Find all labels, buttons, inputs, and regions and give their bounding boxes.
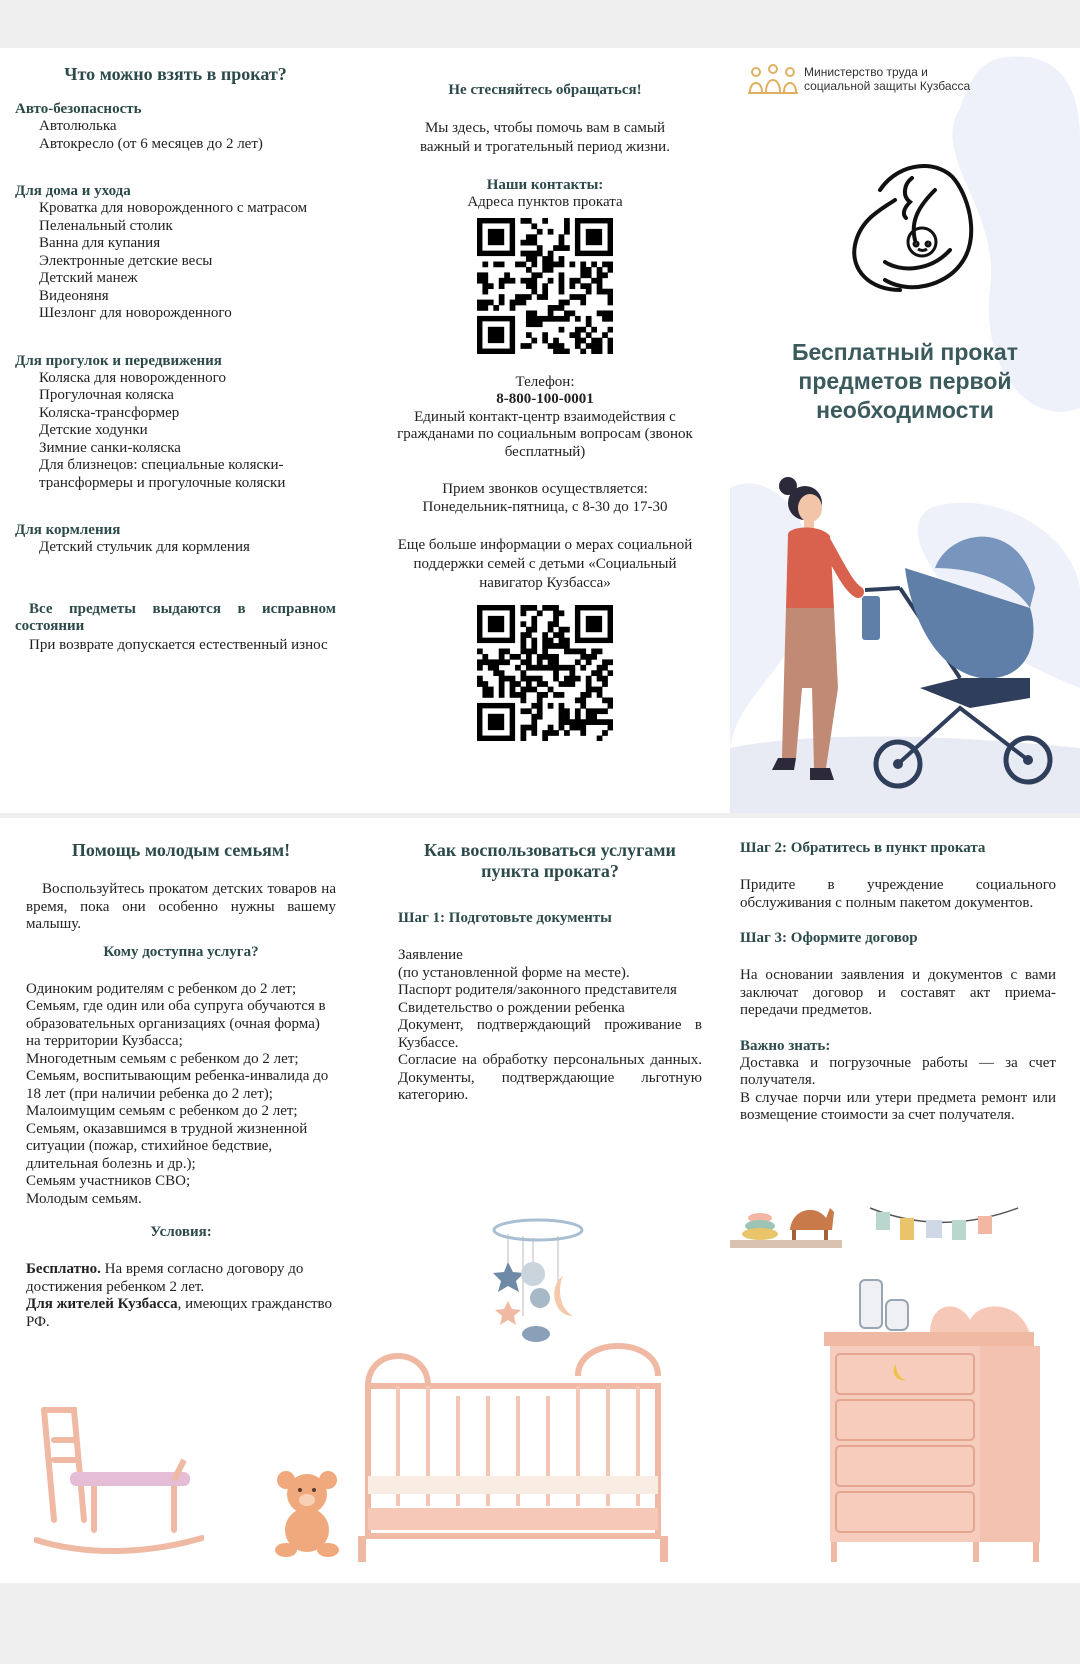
condition-free-bold: Бесплатно. [26, 1261, 101, 1277]
catalog-item: Детский стульчик для кормления [39, 539, 250, 555]
howto-column [370, 818, 720, 1583]
teddy-bear-illustration [272, 1468, 342, 1558]
eligibility-item: Малоимущим семьям с ребенком до 2 лет; [26, 1103, 298, 1119]
catalog-item: Кроватка для новорожденного с матрасом [39, 200, 308, 216]
steps-column [740, 818, 1080, 1583]
condition-free-text: На время согласно договору до достижения ребенком 2 лет. [26, 1261, 304, 1295]
catalog-group [15, 101, 336, 153]
catalog-group-title: Для дома и ухода [15, 183, 131, 199]
eligibility-item: Семьям участников СВО; [26, 1173, 191, 1189]
catalog-item: Зимние санки-коляска [39, 439, 181, 456]
catalog-item: Для близнецов: специальные коляски-трансформеры и прогулочные коляски [39, 457, 286, 491]
catalog-group-title: Для прогулок и передвижения [15, 352, 222, 369]
document-item: Свидетельство о рождении ребенка [398, 999, 625, 1016]
qr-code-icon [477, 218, 613, 354]
howto-title: Как воспользоваться услугами пункта проката? [424, 840, 676, 881]
catalog-group-title: Для кормления [15, 522, 121, 538]
brochure-inside [0, 818, 1080, 1583]
catalog-group [15, 522, 336, 557]
rocking-chair-illustration [34, 1400, 204, 1560]
catalog-item: Детские ходунки [39, 422, 148, 438]
catalog-group [15, 353, 336, 493]
contacts-intro: Мы здесь, чтобы помочь вам в самый важный и трогательный период жизни. [420, 120, 670, 155]
catalog-item: Детский манеж [39, 270, 138, 286]
document-item: (по установленной форме на месте). [398, 964, 630, 981]
document-item: Документ, подтверждающий проживание в Кузбассе. [398, 1017, 702, 1051]
hours-value: Понедельник-пятница, с 8-30 до 17-30 [422, 498, 668, 515]
important-title: Важно знать: [740, 1037, 831, 1054]
eligibility-item: Семьям, воспитывающим ребенка-инвалида до 18 лет (при наличии ребенка до 2 лет); [26, 1068, 329, 1102]
contacts-column [370, 48, 720, 813]
changing-dresser-illustration [820, 1270, 1060, 1570]
conditions-title: Условия: [150, 1224, 212, 1240]
who-title: Кому доступна услуга? [103, 943, 259, 960]
catalog-item: Автолюлька [39, 118, 117, 134]
catalog-title: Что можно взять в прокат? [64, 64, 287, 84]
addresses-qr-code[interactable] [477, 218, 613, 354]
phone-description: Единый контакт-центр взаимодействия с гражданами по социальным вопросам (звонок бесплатный) [397, 408, 693, 460]
cover-title [730, 338, 1080, 425]
catalog-item: Автокресло (от 6 месяцев до 2 лет) [39, 135, 263, 152]
document-item: Заявление [398, 947, 463, 963]
mother-with-stroller-illustration [730, 468, 1080, 798]
important-text-1: Доставка и погрузочные работы — за счет получателя. [740, 1054, 1056, 1088]
step1-list [398, 947, 702, 1105]
eligibility-item: Одиноким родителям с ребенком до 2 лет; [26, 980, 297, 997]
eligibility-item: Семьям, где один или оба супруга обучаются в образовательных организациях (очная форма) на территории Кузбасса; [26, 998, 326, 1049]
catalog-item: Пеленальный столик [39, 217, 173, 234]
catalog-group-title: Авто-безопасность [15, 101, 142, 117]
catalog-item: Шезлонг для новорожденного [39, 305, 232, 321]
catalog-column [0, 48, 350, 813]
contacts-title: Наши контакты: [486, 177, 604, 193]
step2-title: Шаг 2: Обратитесь в пункт проката [740, 840, 986, 856]
cover-title-line2: предметов первой [798, 368, 1012, 394]
qr-code-icon [477, 605, 613, 741]
phone-label: Телефон: [515, 373, 575, 390]
family-logo-icon [746, 62, 800, 96]
catalog-groups [15, 101, 336, 557]
help-title: Помощь молодым семьям! [71, 840, 291, 860]
note-text: При возврате допускается естественный износ [29, 636, 328, 653]
note-title: Все предметы выдаются в исправном состоянии [15, 600, 336, 634]
document-item: Паспорт родителя/законного представителя [398, 982, 677, 998]
catalog-item: Коляска для новорожденного [39, 369, 226, 386]
eligibility-item: Многодетным семьям с ребенком до 2 лет; [26, 1050, 299, 1067]
step3-title: Шаг 3: Оформите договор [740, 930, 918, 946]
condition-note [15, 601, 336, 655]
catalog-item: Коляска-трансформер [39, 404, 180, 421]
step3-text: На основании заявления и документов с вами заключат договор и составят акт приема-передачи предметов. [740, 967, 1056, 1018]
document-item: Согласие на обработку персональных данных. Документы, подтверждающие льготную категорию. [398, 1052, 702, 1103]
navigator-qr-code[interactable] [477, 605, 613, 741]
cover-title-line1: Бесплатный прокат [792, 339, 1018, 365]
help-column [0, 818, 350, 1583]
who-list [26, 981, 336, 1209]
step1-title: Шаг 1: Подготовьте документы [398, 910, 612, 926]
catalog-item: Прогулочная коляска [39, 387, 174, 403]
eligibility-item: Молодым семьям. [26, 1190, 142, 1207]
catalog-item: Ванна для купания [39, 235, 161, 251]
condition-free [26, 1261, 336, 1296]
more-info: Еще больше информации о мерах социальной поддержки семей с детьми «Социальный навигатор Кузбасса» [397, 537, 693, 591]
important-text-2: В случае порчи или утери предмета ремонт или возмещение стоимости за счет получателя. [740, 1089, 1056, 1123]
cover-title-line3: необходимости [816, 397, 994, 423]
nursery-shelf-illustration [730, 1178, 1030, 1268]
condition-residents-bold: Для жителей Кузбасса [26, 1296, 178, 1312]
catalog-item: Электронные детские весы [39, 252, 213, 269]
catalog-item: Видеоняня [39, 287, 109, 304]
condition-residents-text: , имеющих гражданство РФ. [26, 1296, 333, 1330]
ministry-logo [746, 62, 989, 96]
condition-residents [26, 1296, 336, 1331]
addresses-label: Адреса пунктов проката [467, 194, 623, 210]
cover-column [730, 48, 1080, 813]
catalog-group [15, 183, 336, 323]
hours-label: Прием звонков осуществляется: [442, 481, 648, 497]
phone-number[interactable]: 8-800-100-0001 [496, 391, 594, 407]
brochure-outside [0, 48, 1080, 813]
help-intro: Воспользуйтесь прокатом детских товаров на время, пока они особенно нужны вашему малышу. [26, 881, 336, 932]
ministry-name: Министерство труда и социальной защиты Кузбасса [804, 65, 971, 93]
crib-with-mobile-illustration [358, 1216, 708, 1576]
step2-text: Придите в учреждение социального обслуживания с полным пакетом документов. [740, 877, 1056, 911]
contacts-heading: Не стесняйтесь обращаться! [448, 82, 642, 98]
mother-child-logo-icon [840, 150, 990, 300]
eligibility-item: Семьям, оказавшимся в трудной жизненной ситуации (пожар, стихийное бедствие, длительная болезнь и др.); [26, 1120, 308, 1172]
